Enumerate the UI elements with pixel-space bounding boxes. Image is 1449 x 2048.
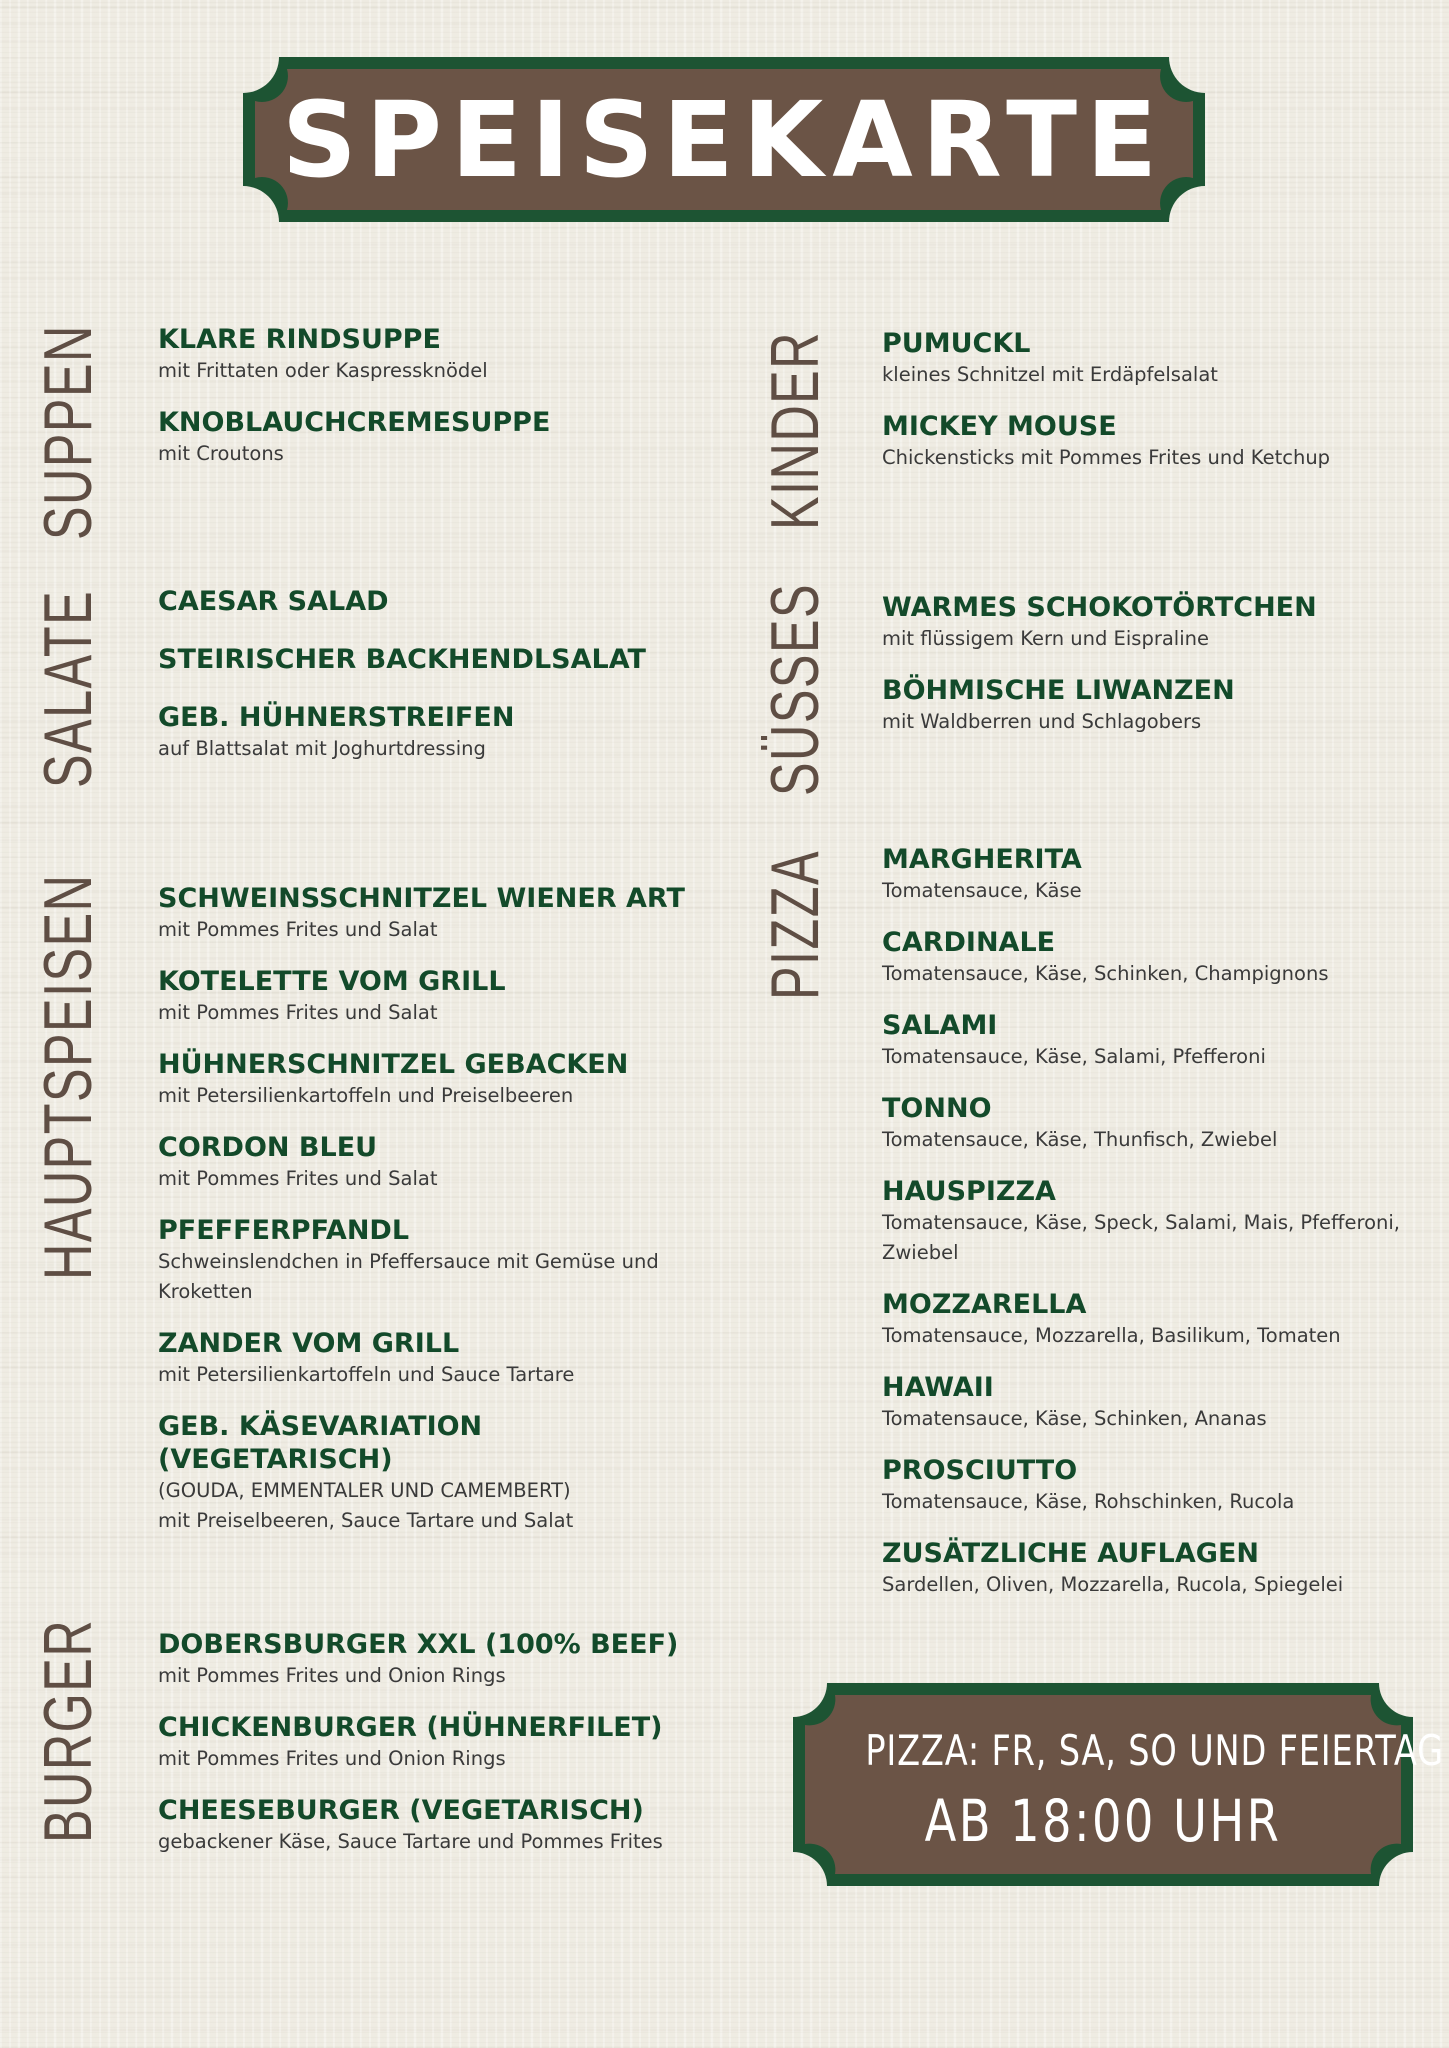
item-desc: mit Petersilienkartoffeln und Sauce Tartare: [158, 1363, 575, 1386]
menu-item: [158, 643, 718, 676]
item-desc: Tomatensauce, Mozzarella, Basilikum, Tomaten: [882, 1324, 1341, 1347]
section-label-suesses: SÜSSES: [757, 582, 833, 796]
menu-item: [882, 1009, 1430, 1072]
item-desc: Tomatensauce, Käse, Speck, Salami, Mais, Pfefferoni, Zwiebel: [882, 1211, 1400, 1264]
section-hauptspeisen: [158, 882, 718, 1556]
item-desc: mit Waldberren und Schlagobers: [882, 710, 1202, 733]
item-desc: mit Croutons: [158, 442, 284, 465]
section-label-hauptspeisen: HAUPTSPEISEN: [30, 873, 106, 1280]
item-name: SCHWEINSSCHNITZEL WIENER ART: [158, 883, 685, 914]
section-label-kinder: KINDER: [757, 330, 833, 530]
item-name: SALAMI: [882, 1010, 998, 1041]
menu-item: [158, 406, 718, 469]
menu-item: [158, 1628, 718, 1691]
item-desc: Tomatensauce, Käse, Salami, Pfefferoni: [882, 1045, 1266, 1068]
item-name: STEIRISCHER BACKHENDLSALAT: [158, 644, 646, 675]
item-desc: Tomatensauce, Käse, Schinken, Champignons: [882, 962, 1329, 985]
item-desc: mit Pommes Frites und Salat: [158, 1001, 438, 1024]
item-desc: mit Pommes Frites und Salat: [158, 918, 438, 941]
section-salate: [158, 585, 718, 784]
item-desc: Sardellen, Oliven, Mozzarella, Rucola, Spiegelei: [882, 1573, 1344, 1596]
item-name: GEB. KÄSEVARIATION (VEGETARISCH): [158, 1411, 483, 1475]
item-desc: Tomatensauce, Käse, Thunfisch, Zwiebel: [882, 1128, 1278, 1151]
section-label-burger: BURGER: [30, 1618, 106, 1843]
item-desc: mit Pommes Frites und Onion Rings: [158, 1747, 506, 1770]
menu-item: [158, 701, 718, 764]
section-suesses: [882, 591, 1432, 757]
menu-item: [158, 1327, 718, 1390]
menu-item: [882, 843, 1430, 906]
title-banner: [243, 57, 1205, 222]
section-pizza: [882, 843, 1430, 1620]
item-name: ZANDER VOM GRILL: [158, 1328, 460, 1359]
item-name: MARGHERITA: [882, 844, 1082, 875]
item-name: CORDON BLEU: [158, 1132, 378, 1163]
item-name: TONNO: [882, 1093, 992, 1124]
item-desc: Tomatensauce, Käse: [882, 879, 1082, 902]
menu-item: [882, 674, 1432, 737]
section-label-pizza: PIZZA: [757, 850, 833, 1000]
item-name: GEB. HÜHNERSTREIFEN: [158, 702, 515, 733]
item-desc: auf Blattsalat mit Joghurtdressing: [158, 737, 486, 760]
item-name: PFEFFERPFANDL: [158, 1215, 410, 1246]
menu-item: [882, 327, 1432, 390]
page-title: SPEISEKARTE: [281, 79, 1167, 201]
item-desc: mit Petersilienkartoffeln und Preiselbeeren: [158, 1084, 574, 1107]
item-name: HAWAII: [882, 1372, 994, 1403]
item-name: KOTELETTE VOM GRILL: [158, 966, 506, 997]
menu-item: [158, 1214, 718, 1307]
menu-item: [882, 1175, 1430, 1268]
item-desc: mit Preiselbeeren, Sauce Tartare und Salat: [158, 1509, 574, 1532]
item-name: HÜHNERSCHNITZEL GEBACKEN: [158, 1049, 629, 1080]
pizza-hours-banner-shape: [793, 1683, 1444, 1886]
menu-item: [882, 926, 1430, 989]
item-name: CARDINALE: [882, 927, 1056, 958]
item-name: CHEESEBURGER (VEGETARISCH): [158, 1795, 644, 1826]
item-name: CAESAR SALAD: [158, 586, 389, 617]
section-label-suppen: SUPPEN: [30, 324, 106, 540]
item-desc: mit Frittaten oder Kaspressknödel: [158, 359, 488, 382]
section-suppen: [158, 323, 718, 489]
item-desc: Schweinslendchen in Pfeffersauce mit Gemüse und Kroketten: [158, 1250, 659, 1303]
item-desc: mit Pommes Frites und Salat: [158, 1167, 438, 1190]
item-name: DOBERSBURGER XXL (100% BEEF): [158, 1629, 679, 1660]
menu-item: [158, 882, 718, 945]
item-desc: Chickensticks mit Pommes Frites und Ketchup: [882, 446, 1331, 469]
section-label-salate: SALATE: [30, 589, 106, 788]
pizza-days-text: PIZZA: FR, SA, SO UND FEIERTAG: [865, 1726, 1444, 1775]
menu-item: [158, 1131, 718, 1194]
menu-item: [158, 1794, 718, 1857]
item-name: KNOBLAUCHCREMESUPPE: [158, 407, 551, 438]
menu-item: [158, 1711, 718, 1774]
item-name: CHICKENBURGER (HÜHNERFILET): [158, 1712, 663, 1743]
menu-item: [882, 591, 1432, 654]
item-desc: mit Pommes Frites und Onion Rings: [158, 1664, 506, 1687]
menu-item: [158, 1048, 718, 1111]
item-name: MICKEY MOUSE: [882, 411, 1117, 442]
menu-item: [882, 1537, 1430, 1600]
pizza-time-text: AB 18:00 UHR: [924, 1787, 1282, 1855]
menu-item: [882, 1371, 1430, 1434]
item-name: PUMUCKL: [882, 328, 1031, 359]
item-desc: mit flüssigem Kern und Eispraline: [882, 627, 1209, 650]
item-name: PROSCIUTTO: [882, 1455, 1078, 1486]
item-desc: gebackener Käse, Sauce Tartare und Pommes Frites: [158, 1830, 663, 1853]
item-desc: Tomatensauce, Käse, Schinken, Ananas: [882, 1407, 1267, 1430]
menu-item: [882, 1092, 1430, 1155]
section-burger: [158, 1628, 718, 1877]
item-name: BÖHMISCHE LIWANZEN: [882, 675, 1235, 706]
menu-item: [882, 1288, 1430, 1351]
menu-item: [158, 585, 718, 618]
menu-item: [882, 410, 1432, 473]
section-kinder: [882, 327, 1432, 493]
item-desc: (GOUDA, EMMENTALER UND CAMEMBERT): [158, 1479, 571, 1502]
item-name: MOZZARELLA: [882, 1289, 1087, 1320]
item-name: ZUSÄTZLICHE AUFLAGEN: [882, 1538, 1259, 1569]
item-desc: kleines Schnitzel mit Erdäpfelsalat: [882, 363, 1218, 386]
item-name: WARMES SCHOKOTÖRTCHEN: [882, 592, 1317, 623]
menu-item: [158, 1410, 718, 1536]
menu-item: [882, 1454, 1430, 1517]
item-desc: Tomatensauce, Käse, Rohschinken, Rucola: [882, 1490, 1295, 1513]
pizza-hours-banner: [793, 1683, 1444, 1886]
menu-item: [158, 965, 718, 1028]
menu-item: [158, 323, 718, 386]
item-name: KLARE RINDSUPPE: [158, 324, 441, 355]
item-name: HAUSPIZZA: [882, 1176, 1056, 1207]
